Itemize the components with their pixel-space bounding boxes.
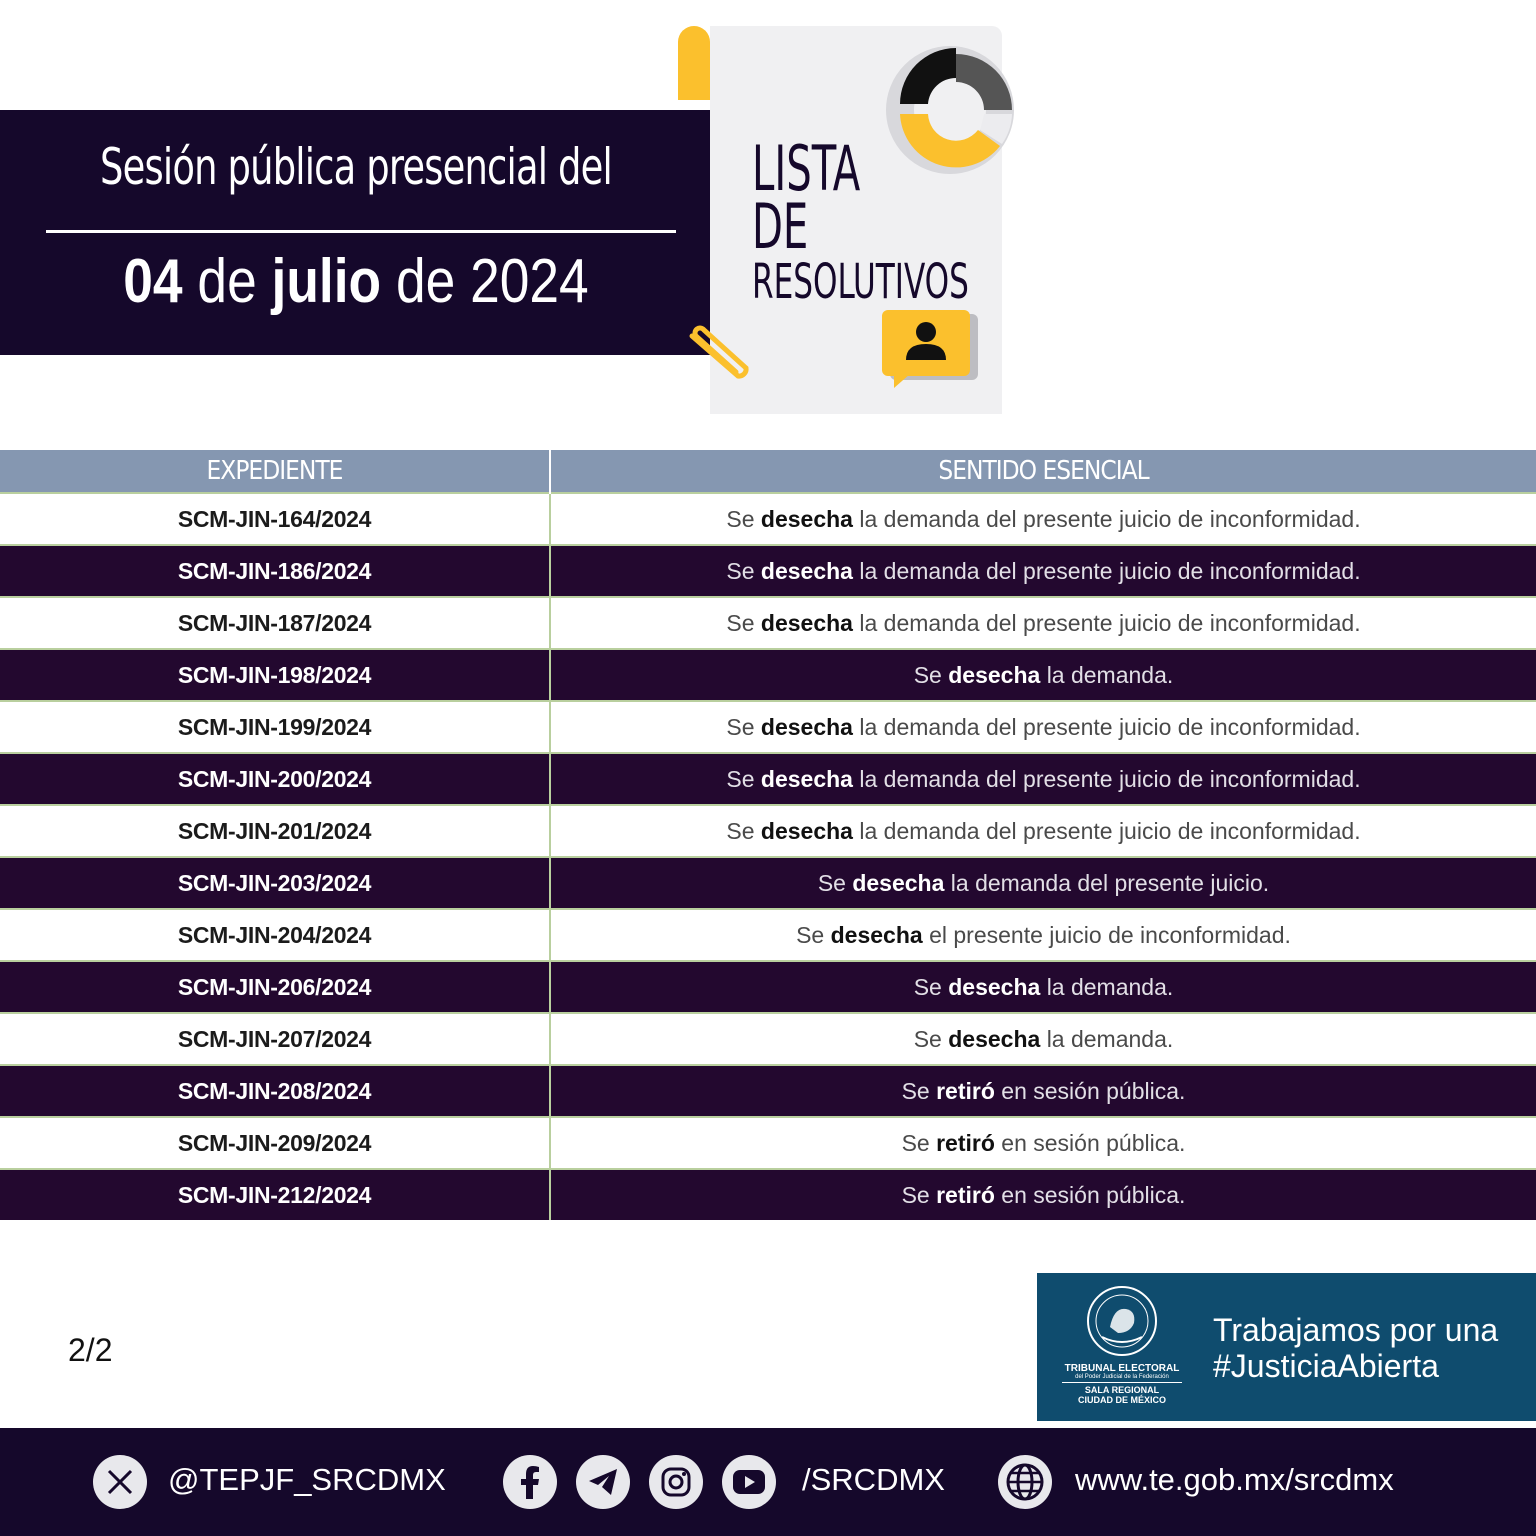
cell-sentido — [550, 1169, 1536, 1220]
cell-expediente: SCM-JIN-206/2024 — [0, 961, 550, 1013]
sentido-keyword: retiró — [936, 1181, 995, 1208]
sentido-prefix: Se — [901, 1181, 930, 1208]
sentido-rest: en sesión pública. — [1001, 1181, 1186, 1208]
sentido-keyword: desecha — [760, 609, 853, 636]
table-row — [0, 545, 1536, 597]
table-row — [0, 597, 1536, 649]
sentido-prefix: Se — [901, 1129, 930, 1156]
x-logo-icon[interactable] — [93, 1455, 147, 1509]
table-row — [0, 857, 1536, 909]
cell-sentido — [550, 805, 1536, 857]
sentido-rest: en sesión pública. — [1001, 1129, 1186, 1156]
facebook-icon[interactable] — [503, 1455, 557, 1509]
cell-expediente: SCM-JIN-200/2024 — [0, 753, 550, 805]
sentido-rest: la demanda. — [1046, 1025, 1174, 1052]
institution-name-line4: CIUDAD DE MÉXICO — [1077, 1395, 1166, 1405]
table-row — [0, 753, 1536, 805]
cell-sentido — [550, 857, 1536, 909]
youtube-icon[interactable] — [722, 1455, 776, 1509]
sentido-rest: la demanda del presente juicio de inconformidad. — [859, 817, 1361, 844]
table-row — [0, 1169, 1536, 1220]
instagram-icon[interactable] — [649, 1455, 703, 1509]
sentido-keyword: desecha — [760, 817, 853, 844]
national-seal-icon — [1082, 1283, 1162, 1359]
cell-sentido — [550, 753, 1536, 805]
sentido-keyword: desecha — [948, 661, 1041, 688]
cell-sentido — [550, 1117, 1536, 1169]
globe-icon[interactable] — [998, 1455, 1052, 1509]
sentido-prefix: Se — [726, 713, 755, 740]
sentido-prefix: Se — [726, 505, 755, 532]
cell-expediente: SCM-JIN-199/2024 — [0, 701, 550, 753]
cell-sentido — [550, 701, 1536, 753]
slogan — [1213, 1312, 1498, 1384]
sentido-keyword: desecha — [760, 713, 853, 740]
table-row — [0, 961, 1536, 1013]
date-de-2: de — [395, 247, 456, 316]
sentido-keyword: desecha — [852, 869, 945, 896]
cell-sentido — [550, 597, 1536, 649]
institution-name-line3: SALA REGIONAL — [1084, 1385, 1160, 1395]
sentido-rest: la demanda del presente juicio de inconformidad. — [859, 765, 1361, 792]
sentido-prefix: Se — [726, 557, 755, 584]
social-handle-link[interactable]: /SRCDMX — [802, 1462, 945, 1497]
sentido-keyword: retiró — [936, 1129, 995, 1156]
sentido-keyword: desecha — [948, 1025, 1041, 1052]
sentido-prefix: Se — [901, 1077, 930, 1104]
table-row — [0, 1117, 1536, 1169]
cell-expediente: SCM-JIN-204/2024 — [0, 909, 550, 961]
cell-expediente: SCM-JIN-187/2024 — [0, 597, 550, 649]
cell-expediente: SCM-JIN-203/2024 — [0, 857, 550, 909]
doc-title — [752, 132, 1053, 310]
sentido-keyword: desecha — [830, 921, 923, 948]
table-header-row — [0, 450, 1536, 493]
sentido-prefix: Se — [817, 869, 846, 896]
table-row — [0, 649, 1536, 701]
table-row — [0, 1013, 1536, 1065]
date-day: 04 — [123, 247, 183, 316]
sentido-prefix: Se — [726, 609, 755, 636]
document-tab — [678, 26, 710, 100]
sentido-rest: la demanda del presente juicio de inconformidad. — [859, 713, 1361, 740]
sentido-prefix: Se — [726, 765, 755, 792]
sentido-keyword: retiró — [936, 1077, 995, 1104]
slogan-line1: Trabajamos por una — [1213, 1312, 1499, 1348]
cell-sentido — [550, 1013, 1536, 1065]
paperclip-icon — [684, 322, 754, 388]
cell-sentido — [550, 909, 1536, 961]
column-header-sentido: SENTIDO ESENCIAL — [550, 450, 1536, 493]
sentido-rest: la demanda del presente juicio. — [950, 869, 1270, 896]
cell-sentido — [550, 649, 1536, 701]
sentido-prefix: Se — [796, 921, 825, 948]
cell-expediente: SCM-JIN-212/2024 — [0, 1169, 550, 1220]
session-date — [50, 246, 662, 317]
cell-expediente: SCM-JIN-209/2024 — [0, 1117, 550, 1169]
resolutions-table — [0, 450, 1536, 1220]
sentido-prefix: Se — [913, 661, 942, 688]
institution-name — [1062, 1363, 1182, 1405]
telegram-icon[interactable] — [576, 1455, 630, 1509]
institution-name-line1: TRIBUNAL ELECTORAL — [1064, 1363, 1180, 1374]
table-row — [0, 1065, 1536, 1117]
website-link[interactable]: www.te.gob.mx/srcdmx — [1075, 1462, 1394, 1497]
column-header-expediente: EXPEDIENTE — [0, 450, 550, 493]
doc-title-resolutivos: RESOLUTIVOS — [752, 254, 969, 310]
user-chat-icon — [880, 308, 980, 392]
sentido-keyword: desecha — [760, 557, 853, 584]
sentido-keyword: desecha — [948, 973, 1041, 1000]
slogan-line2: #JusticiaAbierta — [1213, 1348, 1439, 1384]
sentido-prefix: Se — [913, 1025, 942, 1052]
sentido-rest: en sesión pública. — [1001, 1077, 1186, 1104]
sentido-rest: la demanda del presente juicio de inconformidad. — [859, 557, 1361, 584]
cell-expediente: SCM-JIN-208/2024 — [0, 1065, 550, 1117]
sentido-keyword: desecha — [760, 505, 853, 532]
institution-name-line2: del Poder Judicial de la Federación — [1062, 1374, 1182, 1383]
cell-expediente: SCM-JIN-198/2024 — [0, 649, 550, 701]
sentido-keyword: desecha — [760, 765, 853, 792]
cell-expediente: SCM-JIN-207/2024 — [0, 1013, 550, 1065]
date-de-1: de — [197, 247, 257, 316]
table-row — [0, 493, 1536, 545]
cell-expediente: SCM-JIN-164/2024 — [0, 493, 550, 545]
x-handle-link[interactable]: @TEPJF_SRCDMX — [168, 1462, 446, 1497]
table-row — [0, 909, 1536, 961]
cell-expediente: SCM-JIN-201/2024 — [0, 805, 550, 857]
cell-sentido — [550, 1065, 1536, 1117]
page-number: 2/2 — [68, 1332, 113, 1368]
doc-title-de: DE — [752, 190, 809, 263]
cell-sentido — [550, 493, 1536, 545]
banner-divider — [46, 230, 676, 233]
sentido-rest: el presente juicio de inconformidad. — [929, 921, 1291, 948]
session-title: Sesión pública presencial del — [100, 138, 612, 196]
sentido-rest: la demanda. — [1046, 973, 1174, 1000]
doc-title-lista: LISTA — [752, 132, 861, 205]
sentido-rest: la demanda del presente juicio de inconformidad. — [859, 609, 1361, 636]
sentido-prefix: Se — [913, 973, 942, 1000]
sentido-rest: la demanda. — [1046, 661, 1174, 688]
table-row — [0, 701, 1536, 753]
sentido-prefix: Se — [726, 817, 755, 844]
sentido-rest: la demanda del presente juicio de inconformidad. — [859, 505, 1361, 532]
date-month: julio — [271, 247, 382, 316]
cell-sentido — [550, 961, 1536, 1013]
table-row — [0, 805, 1536, 857]
cell-sentido — [550, 545, 1536, 597]
cell-expediente: SCM-JIN-186/2024 — [0, 545, 550, 597]
date-year: 2024 — [470, 247, 589, 316]
